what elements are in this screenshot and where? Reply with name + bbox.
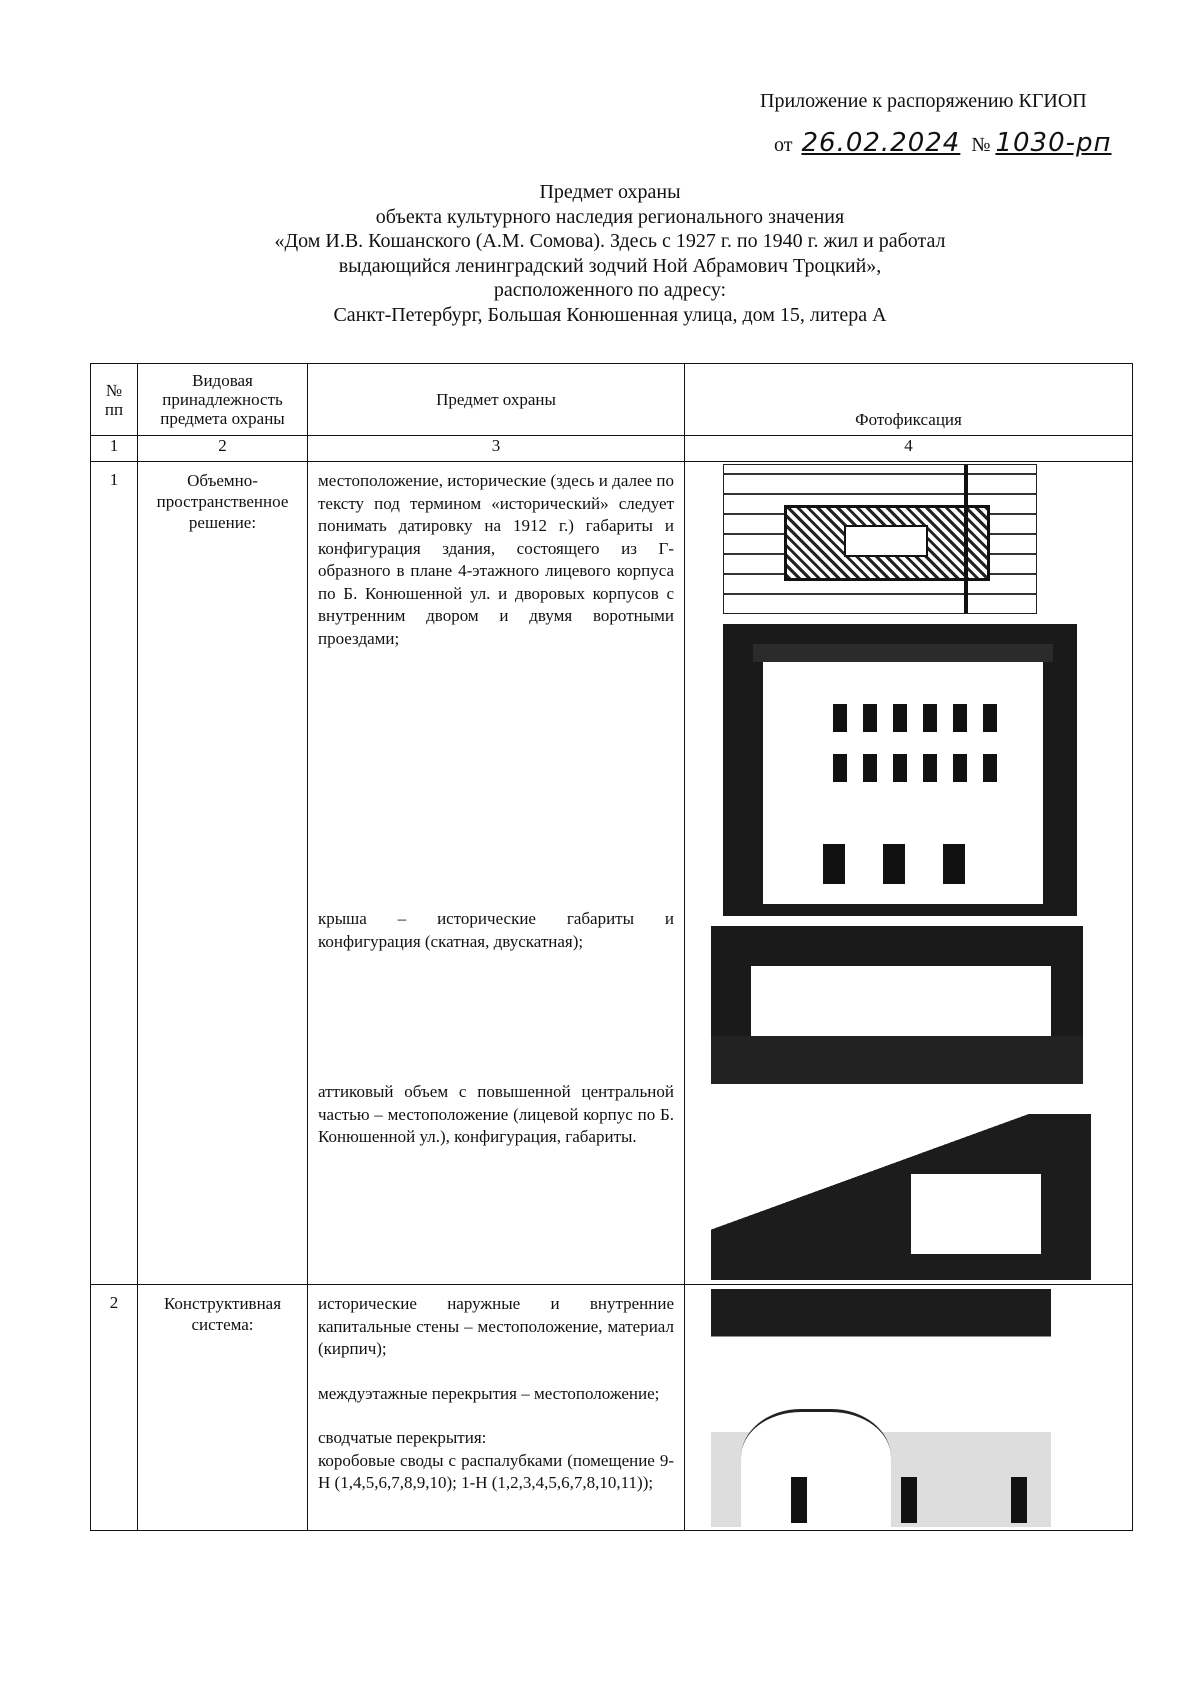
- column-number: 3: [308, 436, 685, 462]
- column-number: 1: [91, 436, 138, 462]
- appendix-heading: Приложение к распоряжению КГИОП: [760, 90, 1087, 112]
- header-subject: Предмет охраны: [308, 364, 685, 436]
- table-header-row: [91, 364, 1133, 436]
- title-line: Санкт-Петербург, Большая Конюшенная улица, дом 15, литера А: [333, 303, 887, 326]
- header-num: № пп: [91, 364, 138, 436]
- document-title: [90, 180, 1130, 328]
- row-num: 1: [91, 462, 138, 1285]
- row-subject: [308, 1285, 685, 1531]
- row-category: Конструктивная система:: [138, 1285, 308, 1531]
- row-num: 2: [91, 1285, 138, 1531]
- subject-item: междуэтажные перекрытия – местоположение;: [318, 1383, 660, 1403]
- protection-table: [90, 363, 1133, 1531]
- subject-item: местоположение, исторические (здесь и далее по тексту под термином «исторический» следует понимать датировку на 1912 г.) габариты и конфигурация здания, состоящего из Г-образного в плане 4-этажного лицевого корпуса по Б. Конюшенной ул. и дворовых корпусов с внутренним двором и двумя воротными проездами;: [318, 471, 674, 648]
- order-date: 26.02.2024: [801, 128, 961, 158]
- order-prefix: от: [774, 134, 793, 156]
- header-photo: Фотофиксация: [685, 364, 1133, 436]
- title-line: «Дом И.В. Кошанского (А.М. Сомова). Здесь с 1927 г. по 1940 г. жил и работал: [274, 230, 946, 253]
- subject-item: коробовые своды с распалубками (помещение 9-Н (1,4,5,6,7,8,9,10); 1-Н (1,2,3,4,5,6,7,8,10,11));: [318, 1450, 674, 1492]
- title-line: объекта культурного наследия регионального значения: [375, 205, 845, 228]
- table-row: [91, 1285, 1133, 1531]
- facade-photo: [723, 624, 1077, 916]
- order-number: 1030-рп: [995, 128, 1112, 158]
- site-plan-photo: [723, 464, 1037, 614]
- subject-item: сводчатые перекрытия:: [318, 1428, 487, 1447]
- title-line: выдающийся ленинградский зодчий Ной Абрамович Троцкий»,: [338, 254, 882, 277]
- subject-item: аттиковый объем с повышенной центральной частью – местоположение (лицевой корпус по Б. Конюшенной ул.), конфигурация, габариты.: [318, 1082, 674, 1146]
- title-line: Предмет охраны: [539, 181, 681, 203]
- row-photos: [685, 462, 1133, 1285]
- title-line: расположенного по адресу:: [493, 279, 727, 302]
- attic-photo: [711, 1114, 1091, 1280]
- row-subject: [308, 462, 685, 1285]
- column-number-row: [91, 436, 1133, 462]
- subject-item: крыша – исторические габариты и конфигурация (скатная, двускатная);: [318, 909, 674, 951]
- subject-item: исторические наружные и внутренние капитальные стены – местоположение, материал (кирпич);: [318, 1294, 674, 1358]
- interior-vaults-photo: [711, 1289, 1051, 1527]
- table-row: [91, 462, 1133, 1285]
- row-category: Объемно-пространственное решение:: [138, 462, 308, 1285]
- header-category: Видовая принадлежность предмета охраны: [138, 364, 308, 436]
- column-number: 4: [685, 436, 1133, 462]
- roof-photo: [711, 926, 1083, 1084]
- row-photos: [685, 1285, 1133, 1531]
- order-reference: [774, 128, 1112, 158]
- column-number: 2: [138, 436, 308, 462]
- order-no-sign: №: [971, 134, 991, 156]
